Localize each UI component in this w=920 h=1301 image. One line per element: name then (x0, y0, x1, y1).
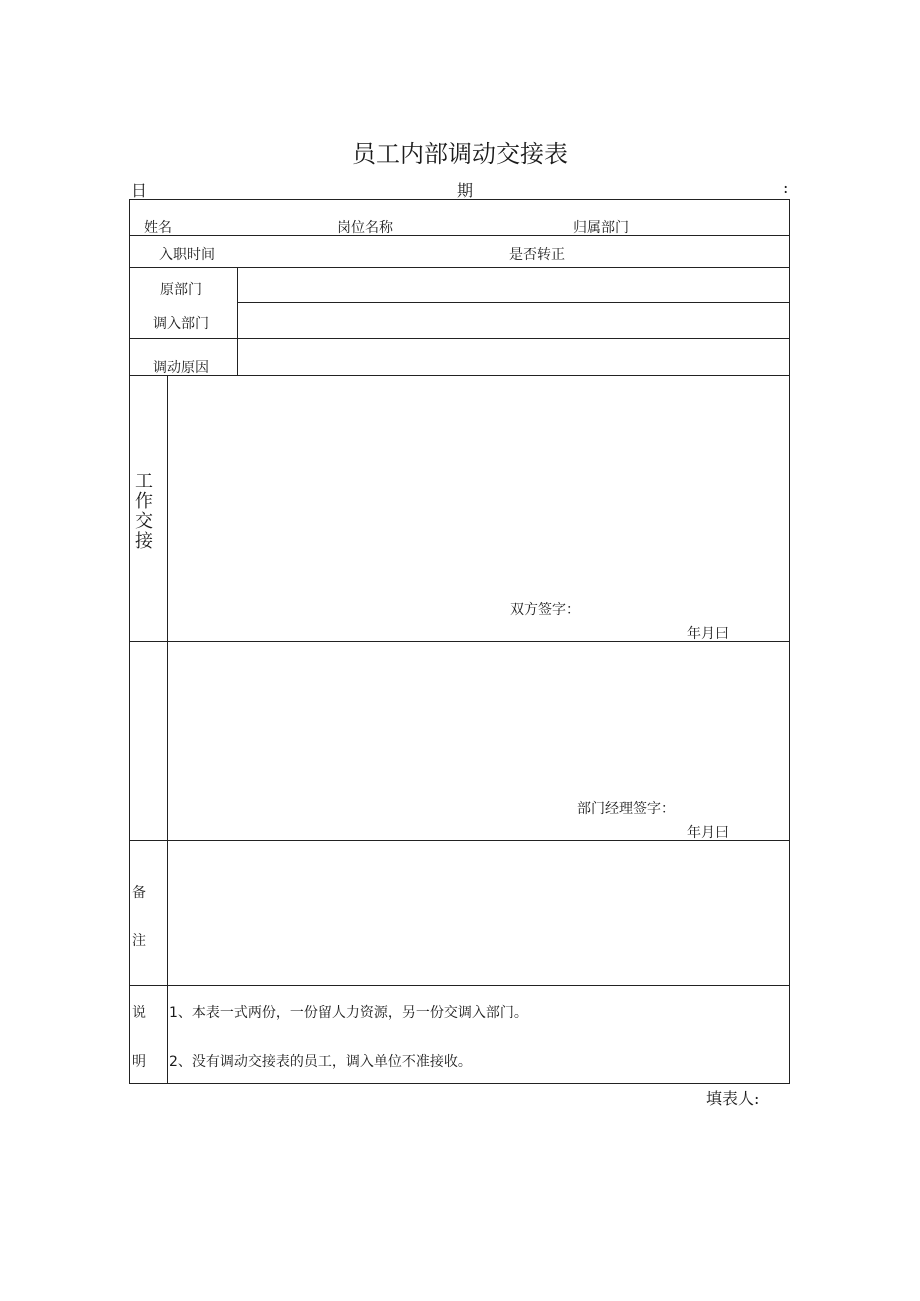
position-field[interactable] (410, 214, 560, 234)
note-item: 1、本表一式两份，一份留人力资源，另一份交调入部门。 (169, 1005, 528, 1021)
manager-comment-content[interactable] (172, 646, 784, 796)
hire-date-label: 入职时间 (159, 247, 215, 263)
row-divider (237, 302, 789, 303)
regularized-field[interactable] (580, 241, 780, 263)
work-handover-content[interactable] (172, 380, 784, 590)
handover-date-label: 年月曰 (687, 626, 729, 642)
note-item: 2、没有调动交接表的员工，调入单位不准接收。 (169, 1054, 472, 1070)
name-field[interactable] (190, 214, 330, 234)
department-label: 归属部门 (573, 220, 629, 236)
remarks-char1: 备 (132, 885, 146, 901)
date-colon: : (783, 178, 789, 197)
row-divider (130, 267, 789, 268)
work-handover-char: 作 (135, 491, 153, 512)
remarks-char2: 注 (132, 933, 146, 949)
remarks-field[interactable] (172, 845, 784, 980)
manager-signature-label: 部门经理签字： (577, 801, 675, 817)
date-label-char2: 期 (457, 181, 474, 200)
notes-char2: 明 (132, 1054, 146, 1070)
filler-label: 填表人: (706, 1089, 760, 1108)
original-dept-field[interactable] (240, 270, 785, 300)
row-divider (130, 235, 789, 236)
original-dept-label: 原部门 (160, 282, 202, 298)
position-label: 岗位名称 (337, 220, 393, 236)
transfer-form-table (129, 199, 790, 1084)
transfer-reason-field[interactable] (240, 341, 785, 371)
hire-date-field[interactable] (230, 241, 490, 263)
manager-date-label: 年月曰 (687, 825, 729, 841)
work-handover-char: 接 (135, 531, 153, 552)
column-divider (167, 375, 168, 1083)
work-handover-char: 交 (135, 511, 153, 532)
notes-char1: 说 (132, 1005, 146, 1021)
date-label-char1: 日 (131, 181, 148, 200)
row-divider (130, 375, 789, 376)
regularized-label: 是否转正 (509, 247, 565, 263)
page-title: 员工内部调动交接表 (352, 140, 568, 168)
work-handover-label (133, 472, 155, 552)
new-dept-field[interactable] (240, 305, 785, 335)
name-label: 姓名 (144, 220, 172, 236)
row-divider (130, 985, 789, 986)
row-divider (130, 338, 789, 339)
transfer-reason-label: 调动原因 (153, 360, 209, 376)
column-divider (237, 267, 238, 375)
new-dept-label: 调入部门 (153, 316, 209, 332)
work-handover-char: 工 (135, 471, 153, 492)
handover-signature-label: 双方签字： (510, 602, 580, 618)
department-field[interactable] (650, 214, 780, 234)
